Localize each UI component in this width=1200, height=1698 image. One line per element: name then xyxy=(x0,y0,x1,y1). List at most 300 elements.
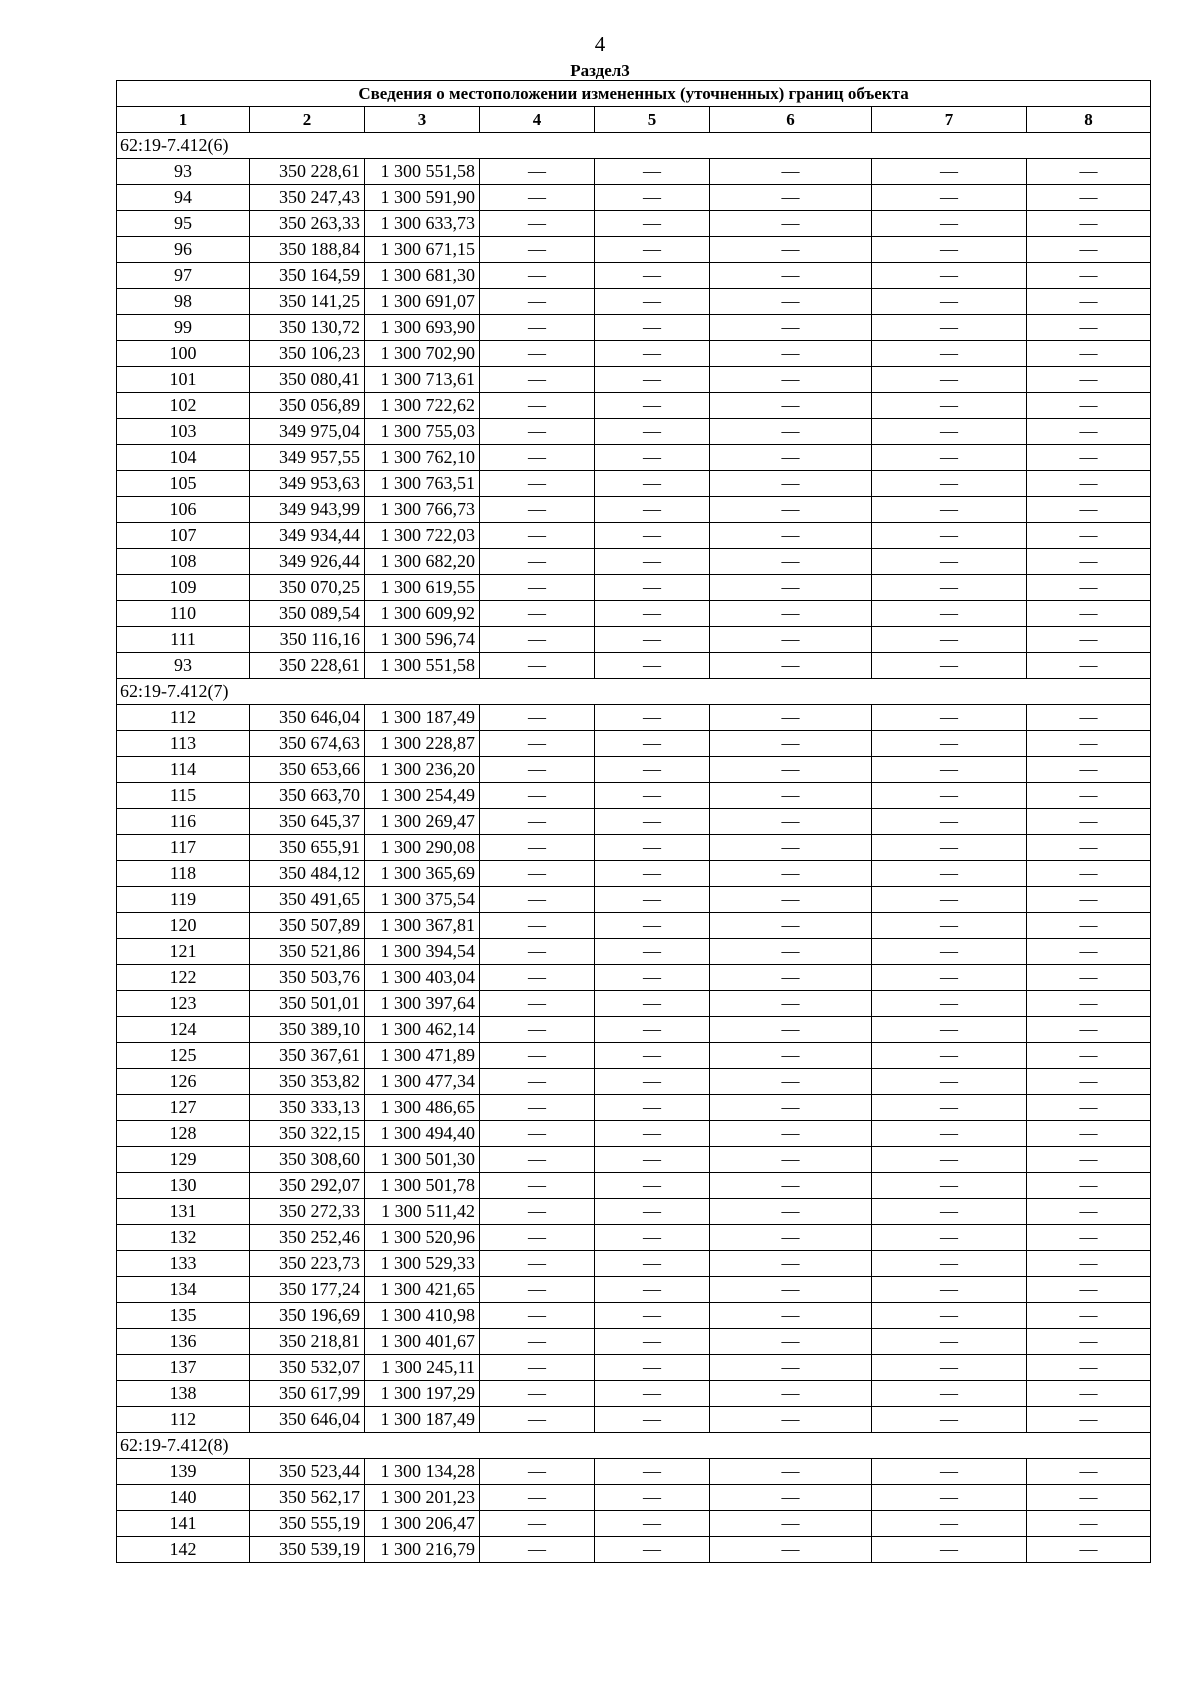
y-coordinate-cell: 1 300 713,61 xyxy=(365,367,480,393)
empty-dash-cell: — xyxy=(1027,783,1151,809)
table-row xyxy=(117,159,1151,185)
table-row xyxy=(117,965,1151,991)
empty-dash-cell: — xyxy=(872,575,1027,601)
empty-dash-cell: — xyxy=(595,913,710,939)
table-row xyxy=(117,1043,1151,1069)
point-number-cell: 98 xyxy=(117,289,250,315)
empty-dash-cell: — xyxy=(1027,1017,1151,1043)
table-row xyxy=(117,835,1151,861)
point-number-cell: 93 xyxy=(117,159,250,185)
empty-dash-cell: — xyxy=(1027,575,1151,601)
empty-dash-cell: — xyxy=(595,1043,710,1069)
x-coordinate-cell: 350 333,13 xyxy=(250,1095,365,1121)
empty-dash-cell: — xyxy=(872,445,1027,471)
empty-dash-cell: — xyxy=(872,523,1027,549)
empty-dash-cell: — xyxy=(480,1251,595,1277)
y-coordinate-cell: 1 300 134,28 xyxy=(365,1459,480,1485)
table-row xyxy=(117,991,1151,1017)
table-row xyxy=(117,601,1151,627)
empty-dash-cell: — xyxy=(480,731,595,757)
object-id-label: 62:19-7.412(6) xyxy=(117,133,1151,159)
empty-dash-cell: — xyxy=(710,1225,872,1251)
empty-dash-cell: — xyxy=(480,497,595,523)
x-coordinate-cell: 350 188,84 xyxy=(250,237,365,263)
empty-dash-cell: — xyxy=(480,237,595,263)
empty-dash-cell: — xyxy=(872,549,1027,575)
empty-dash-cell: — xyxy=(595,1017,710,1043)
empty-dash-cell: — xyxy=(710,575,872,601)
empty-dash-cell: — xyxy=(480,445,595,471)
x-coordinate-cell: 349 926,44 xyxy=(250,549,365,575)
empty-dash-cell: — xyxy=(872,367,1027,393)
empty-dash-cell: — xyxy=(872,913,1027,939)
empty-dash-cell: — xyxy=(595,185,710,211)
empty-dash-cell: — xyxy=(480,393,595,419)
empty-dash-cell: — xyxy=(595,1225,710,1251)
point-number-cell: 97 xyxy=(117,263,250,289)
empty-dash-cell: — xyxy=(710,419,872,445)
y-coordinate-cell: 1 300 401,67 xyxy=(365,1329,480,1355)
point-number-cell: 128 xyxy=(117,1121,250,1147)
empty-dash-cell: — xyxy=(1027,523,1151,549)
empty-dash-cell: — xyxy=(1027,731,1151,757)
y-coordinate-cell: 1 300 365,69 xyxy=(365,861,480,887)
point-number-cell: 136 xyxy=(117,1329,250,1355)
empty-dash-cell: — xyxy=(480,861,595,887)
point-number-cell: 125 xyxy=(117,1043,250,1069)
empty-dash-cell: — xyxy=(595,887,710,913)
empty-dash-cell: — xyxy=(480,367,595,393)
empty-dash-cell: — xyxy=(1027,1225,1151,1251)
empty-dash-cell: — xyxy=(872,731,1027,757)
empty-dash-cell: — xyxy=(710,1121,872,1147)
point-number-cell: 96 xyxy=(117,237,250,263)
table-row xyxy=(117,1121,1151,1147)
x-coordinate-cell: 350 228,61 xyxy=(250,653,365,679)
empty-dash-cell: — xyxy=(595,549,710,575)
empty-dash-cell: — xyxy=(595,341,710,367)
x-coordinate-cell: 350 507,89 xyxy=(250,913,365,939)
empty-dash-cell: — xyxy=(595,1199,710,1225)
empty-dash-cell: — xyxy=(595,263,710,289)
empty-dash-cell: — xyxy=(710,237,872,263)
table-row xyxy=(117,237,1151,263)
y-coordinate-cell: 1 300 551,58 xyxy=(365,653,480,679)
empty-dash-cell: — xyxy=(480,185,595,211)
empty-dash-cell: — xyxy=(872,497,1027,523)
x-coordinate-cell: 350 252,46 xyxy=(250,1225,365,1251)
empty-dash-cell: — xyxy=(595,705,710,731)
empty-dash-cell: — xyxy=(872,887,1027,913)
empty-dash-cell: — xyxy=(1027,1043,1151,1069)
empty-dash-cell: — xyxy=(595,211,710,237)
table-row xyxy=(117,419,1151,445)
empty-dash-cell: — xyxy=(1027,471,1151,497)
point-number-cell: 126 xyxy=(117,1069,250,1095)
object-id-label: 62:19-7.412(7) xyxy=(117,679,1151,705)
table-row xyxy=(117,1277,1151,1303)
y-coordinate-cell: 1 300 520,96 xyxy=(365,1225,480,1251)
point-number-cell: 109 xyxy=(117,575,250,601)
empty-dash-cell: — xyxy=(1027,263,1151,289)
y-coordinate-cell: 1 300 236,20 xyxy=(365,757,480,783)
empty-dash-cell: — xyxy=(595,1147,710,1173)
table-row xyxy=(117,575,1151,601)
empty-dash-cell: — xyxy=(710,341,872,367)
empty-dash-cell: — xyxy=(1027,237,1151,263)
x-coordinate-cell: 349 957,55 xyxy=(250,445,365,471)
y-coordinate-cell: 1 300 551,58 xyxy=(365,159,480,185)
x-coordinate-cell: 350 674,63 xyxy=(250,731,365,757)
empty-dash-cell: — xyxy=(1027,1069,1151,1095)
empty-dash-cell: — xyxy=(1027,1329,1151,1355)
y-coordinate-cell: 1 300 216,79 xyxy=(365,1537,480,1563)
empty-dash-cell: — xyxy=(480,835,595,861)
empty-dash-cell: — xyxy=(480,809,595,835)
empty-dash-cell: — xyxy=(1027,1511,1151,1537)
empty-dash-cell: — xyxy=(480,783,595,809)
table-row xyxy=(117,1095,1151,1121)
x-coordinate-cell: 350 523,44 xyxy=(250,1459,365,1485)
empty-dash-cell: — xyxy=(872,393,1027,419)
empty-dash-cell: — xyxy=(710,1511,872,1537)
column-header: 1 xyxy=(117,107,250,133)
empty-dash-cell: — xyxy=(480,1303,595,1329)
point-number-cell: 106 xyxy=(117,497,250,523)
point-number-cell: 94 xyxy=(117,185,250,211)
empty-dash-cell: — xyxy=(480,1199,595,1225)
point-number-cell: 95 xyxy=(117,211,250,237)
x-coordinate-cell: 350 521,86 xyxy=(250,939,365,965)
y-coordinate-cell: 1 300 691,07 xyxy=(365,289,480,315)
empty-dash-cell: — xyxy=(480,1225,595,1251)
empty-dash-cell: — xyxy=(480,601,595,627)
x-coordinate-cell: 350 484,12 xyxy=(250,861,365,887)
x-coordinate-cell: 350 130,72 xyxy=(250,315,365,341)
empty-dash-cell: — xyxy=(1027,705,1151,731)
point-number-cell: 107 xyxy=(117,523,250,549)
empty-dash-cell: — xyxy=(1027,861,1151,887)
empty-dash-cell: — xyxy=(872,601,1027,627)
empty-dash-cell: — xyxy=(1027,1199,1151,1225)
table-row xyxy=(117,1355,1151,1381)
y-coordinate-cell: 1 300 403,04 xyxy=(365,965,480,991)
y-coordinate-cell: 1 300 201,23 xyxy=(365,1485,480,1511)
table-row xyxy=(117,1329,1151,1355)
empty-dash-cell: — xyxy=(595,393,710,419)
empty-dash-cell: — xyxy=(595,835,710,861)
table-caption: Сведения о местоположении измененных (уточненных) границ объекта xyxy=(117,81,1151,107)
empty-dash-cell: — xyxy=(480,419,595,445)
y-coordinate-cell: 1 300 762,10 xyxy=(365,445,480,471)
table-row xyxy=(117,367,1151,393)
empty-dash-cell: — xyxy=(595,1251,710,1277)
x-coordinate-cell: 350 070,25 xyxy=(250,575,365,601)
point-number-cell: 115 xyxy=(117,783,250,809)
y-coordinate-cell: 1 300 722,03 xyxy=(365,523,480,549)
empty-dash-cell: — xyxy=(595,1095,710,1121)
y-coordinate-cell: 1 300 269,47 xyxy=(365,809,480,835)
empty-dash-cell: — xyxy=(480,965,595,991)
x-coordinate-cell: 350 223,73 xyxy=(250,1251,365,1277)
point-number-cell: 113 xyxy=(117,731,250,757)
table-row xyxy=(117,1251,1151,1277)
empty-dash-cell: — xyxy=(1027,1485,1151,1511)
y-coordinate-cell: 1 300 702,90 xyxy=(365,341,480,367)
empty-dash-cell: — xyxy=(480,1381,595,1407)
point-number-cell: 133 xyxy=(117,1251,250,1277)
x-coordinate-cell: 349 975,04 xyxy=(250,419,365,445)
empty-dash-cell: — xyxy=(595,1355,710,1381)
empty-dash-cell: — xyxy=(480,1277,595,1303)
y-coordinate-cell: 1 300 206,47 xyxy=(365,1511,480,1537)
empty-dash-cell: — xyxy=(1027,289,1151,315)
table-row xyxy=(117,783,1151,809)
x-coordinate-cell: 350 322,15 xyxy=(250,1121,365,1147)
x-coordinate-cell: 350 308,60 xyxy=(250,1147,365,1173)
y-coordinate-cell: 1 300 494,40 xyxy=(365,1121,480,1147)
y-coordinate-cell: 1 300 394,54 xyxy=(365,939,480,965)
empty-dash-cell: — xyxy=(872,1069,1027,1095)
empty-dash-cell: — xyxy=(595,601,710,627)
point-number-cell: 120 xyxy=(117,913,250,939)
point-number-cell: 122 xyxy=(117,965,250,991)
empty-dash-cell: — xyxy=(1027,549,1151,575)
empty-dash-cell: — xyxy=(1027,419,1151,445)
empty-dash-cell: — xyxy=(1027,835,1151,861)
empty-dash-cell: — xyxy=(1027,757,1151,783)
empty-dash-cell: — xyxy=(480,1485,595,1511)
table-row xyxy=(117,1459,1151,1485)
table-row xyxy=(117,887,1151,913)
x-coordinate-cell: 350 196,69 xyxy=(250,1303,365,1329)
empty-dash-cell: — xyxy=(710,1303,872,1329)
x-coordinate-cell: 350 555,19 xyxy=(250,1511,365,1537)
y-coordinate-cell: 1 300 511,42 xyxy=(365,1199,480,1225)
table-row xyxy=(117,1017,1151,1043)
column-header: 3 xyxy=(365,107,480,133)
x-coordinate-cell: 350 532,07 xyxy=(250,1355,365,1381)
empty-dash-cell: — xyxy=(872,1173,1027,1199)
column-header: 8 xyxy=(1027,107,1151,133)
x-coordinate-cell: 350 562,17 xyxy=(250,1485,365,1511)
empty-dash-cell: — xyxy=(595,1303,710,1329)
x-coordinate-cell: 350 247,43 xyxy=(250,185,365,211)
empty-dash-cell: — xyxy=(480,159,595,185)
column-header: 4 xyxy=(480,107,595,133)
x-coordinate-cell: 350 228,61 xyxy=(250,159,365,185)
point-number-cell: 127 xyxy=(117,1095,250,1121)
empty-dash-cell: — xyxy=(595,783,710,809)
y-coordinate-cell: 1 300 290,08 xyxy=(365,835,480,861)
x-coordinate-cell: 349 953,63 xyxy=(250,471,365,497)
empty-dash-cell: — xyxy=(1027,1095,1151,1121)
empty-dash-cell: — xyxy=(595,289,710,315)
empty-dash-cell: — xyxy=(480,1355,595,1381)
empty-dash-cell: — xyxy=(595,653,710,679)
empty-dash-cell: — xyxy=(595,731,710,757)
point-number-cell: 141 xyxy=(117,1511,250,1537)
empty-dash-cell: — xyxy=(480,523,595,549)
x-coordinate-cell: 350 617,99 xyxy=(250,1381,365,1407)
point-number-cell: 139 xyxy=(117,1459,250,1485)
empty-dash-cell: — xyxy=(480,1017,595,1043)
point-number-cell: 118 xyxy=(117,861,250,887)
empty-dash-cell: — xyxy=(710,159,872,185)
y-coordinate-cell: 1 300 187,49 xyxy=(365,1407,480,1433)
empty-dash-cell: — xyxy=(480,913,595,939)
empty-dash-cell: — xyxy=(872,1147,1027,1173)
table-row xyxy=(117,185,1151,211)
empty-dash-cell: — xyxy=(595,939,710,965)
empty-dash-cell: — xyxy=(595,991,710,1017)
point-number-cell: 108 xyxy=(117,549,250,575)
empty-dash-cell: — xyxy=(1027,991,1151,1017)
empty-dash-cell: — xyxy=(710,939,872,965)
x-coordinate-cell: 349 943,99 xyxy=(250,497,365,523)
x-coordinate-cell: 350 539,19 xyxy=(250,1537,365,1563)
y-coordinate-cell: 1 300 375,54 xyxy=(365,887,480,913)
empty-dash-cell: — xyxy=(1027,497,1151,523)
empty-dash-cell: — xyxy=(872,1407,1027,1433)
x-coordinate-cell: 350 367,61 xyxy=(250,1043,365,1069)
empty-dash-cell: — xyxy=(872,705,1027,731)
object-group-row xyxy=(117,1433,1151,1459)
point-number-cell: 142 xyxy=(117,1537,250,1563)
point-number-cell: 116 xyxy=(117,809,250,835)
y-coordinate-cell: 1 300 763,51 xyxy=(365,471,480,497)
empty-dash-cell: — xyxy=(710,991,872,1017)
empty-dash-cell: — xyxy=(872,315,1027,341)
empty-dash-cell: — xyxy=(480,1043,595,1069)
table-row xyxy=(117,315,1151,341)
x-coordinate-cell: 350 646,04 xyxy=(250,705,365,731)
empty-dash-cell: — xyxy=(595,1407,710,1433)
empty-dash-cell: — xyxy=(595,1459,710,1485)
y-coordinate-cell: 1 300 671,15 xyxy=(365,237,480,263)
table-row xyxy=(117,1407,1151,1433)
empty-dash-cell: — xyxy=(872,1355,1027,1381)
section-label: Раздел3 xyxy=(570,61,630,80)
empty-dash-cell: — xyxy=(872,861,1027,887)
point-number-cell: 131 xyxy=(117,1199,250,1225)
x-coordinate-cell: 350 164,59 xyxy=(250,263,365,289)
empty-dash-cell: — xyxy=(595,445,710,471)
empty-dash-cell: — xyxy=(710,627,872,653)
empty-dash-cell: — xyxy=(1027,393,1151,419)
column-number-row xyxy=(117,107,1151,133)
point-number-cell: 130 xyxy=(117,1173,250,1199)
empty-dash-cell: — xyxy=(1027,211,1151,237)
column-header: 2 xyxy=(250,107,365,133)
table-row xyxy=(117,211,1151,237)
empty-dash-cell: — xyxy=(480,1121,595,1147)
empty-dash-cell: — xyxy=(710,445,872,471)
object-id-label: 62:19-7.412(8) xyxy=(117,1433,1151,1459)
table-row xyxy=(117,1199,1151,1225)
empty-dash-cell: — xyxy=(1027,939,1151,965)
empty-dash-cell: — xyxy=(480,1537,595,1563)
empty-dash-cell: — xyxy=(1027,1277,1151,1303)
empty-dash-cell: — xyxy=(872,263,1027,289)
x-coordinate-cell: 350 645,37 xyxy=(250,809,365,835)
table-row xyxy=(117,1485,1151,1511)
y-coordinate-cell: 1 300 367,81 xyxy=(365,913,480,939)
column-header: 6 xyxy=(710,107,872,133)
y-coordinate-cell: 1 300 410,98 xyxy=(365,1303,480,1329)
empty-dash-cell: — xyxy=(595,1277,710,1303)
table-row xyxy=(117,1173,1151,1199)
point-number-cell: 110 xyxy=(117,601,250,627)
y-coordinate-cell: 1 300 254,49 xyxy=(365,783,480,809)
empty-dash-cell: — xyxy=(595,315,710,341)
empty-dash-cell: — xyxy=(1027,627,1151,653)
point-number-cell: 137 xyxy=(117,1355,250,1381)
table-row xyxy=(117,913,1151,939)
y-coordinate-cell: 1 300 477,34 xyxy=(365,1069,480,1095)
empty-dash-cell: — xyxy=(872,627,1027,653)
point-number-cell: 138 xyxy=(117,1381,250,1407)
point-number-cell: 140 xyxy=(117,1485,250,1511)
y-coordinate-cell: 1 300 501,30 xyxy=(365,1147,480,1173)
empty-dash-cell: — xyxy=(710,1095,872,1121)
y-coordinate-cell: 1 300 501,78 xyxy=(365,1173,480,1199)
empty-dash-cell: — xyxy=(595,575,710,601)
point-number-cell: 112 xyxy=(117,705,250,731)
point-number-cell: 124 xyxy=(117,1017,250,1043)
empty-dash-cell: — xyxy=(595,757,710,783)
empty-dash-cell: — xyxy=(872,419,1027,445)
empty-dash-cell: — xyxy=(480,653,595,679)
table-row xyxy=(117,445,1151,471)
x-coordinate-cell: 350 292,07 xyxy=(250,1173,365,1199)
empty-dash-cell: — xyxy=(595,471,710,497)
empty-dash-cell: — xyxy=(595,1329,710,1355)
point-number-cell: 100 xyxy=(117,341,250,367)
empty-dash-cell: — xyxy=(480,549,595,575)
empty-dash-cell: — xyxy=(710,1407,872,1433)
empty-dash-cell: — xyxy=(710,1147,872,1173)
y-coordinate-cell: 1 300 681,30 xyxy=(365,263,480,289)
y-coordinate-cell: 1 300 197,29 xyxy=(365,1381,480,1407)
empty-dash-cell: — xyxy=(480,1511,595,1537)
empty-dash-cell: — xyxy=(710,783,872,809)
empty-dash-cell: — xyxy=(710,731,872,757)
empty-dash-cell: — xyxy=(480,1147,595,1173)
empty-dash-cell: — xyxy=(595,523,710,549)
table-caption-row xyxy=(117,81,1151,107)
x-coordinate-cell: 350 655,91 xyxy=(250,835,365,861)
table-row xyxy=(117,497,1151,523)
table-row xyxy=(117,1381,1151,1407)
x-coordinate-cell: 349 934,44 xyxy=(250,523,365,549)
table-row xyxy=(117,1069,1151,1095)
empty-dash-cell: — xyxy=(1027,1303,1151,1329)
y-coordinate-cell: 1 300 722,62 xyxy=(365,393,480,419)
empty-dash-cell: — xyxy=(710,1355,872,1381)
x-coordinate-cell: 350 116,16 xyxy=(250,627,365,653)
empty-dash-cell: — xyxy=(480,315,595,341)
empty-dash-cell: — xyxy=(480,627,595,653)
empty-dash-cell: — xyxy=(710,653,872,679)
empty-dash-cell: — xyxy=(710,523,872,549)
empty-dash-cell: — xyxy=(1027,315,1151,341)
empty-dash-cell: — xyxy=(480,1459,595,1485)
table-row xyxy=(117,341,1151,367)
empty-dash-cell: — xyxy=(710,887,872,913)
empty-dash-cell: — xyxy=(710,1459,872,1485)
empty-dash-cell: — xyxy=(1027,601,1151,627)
